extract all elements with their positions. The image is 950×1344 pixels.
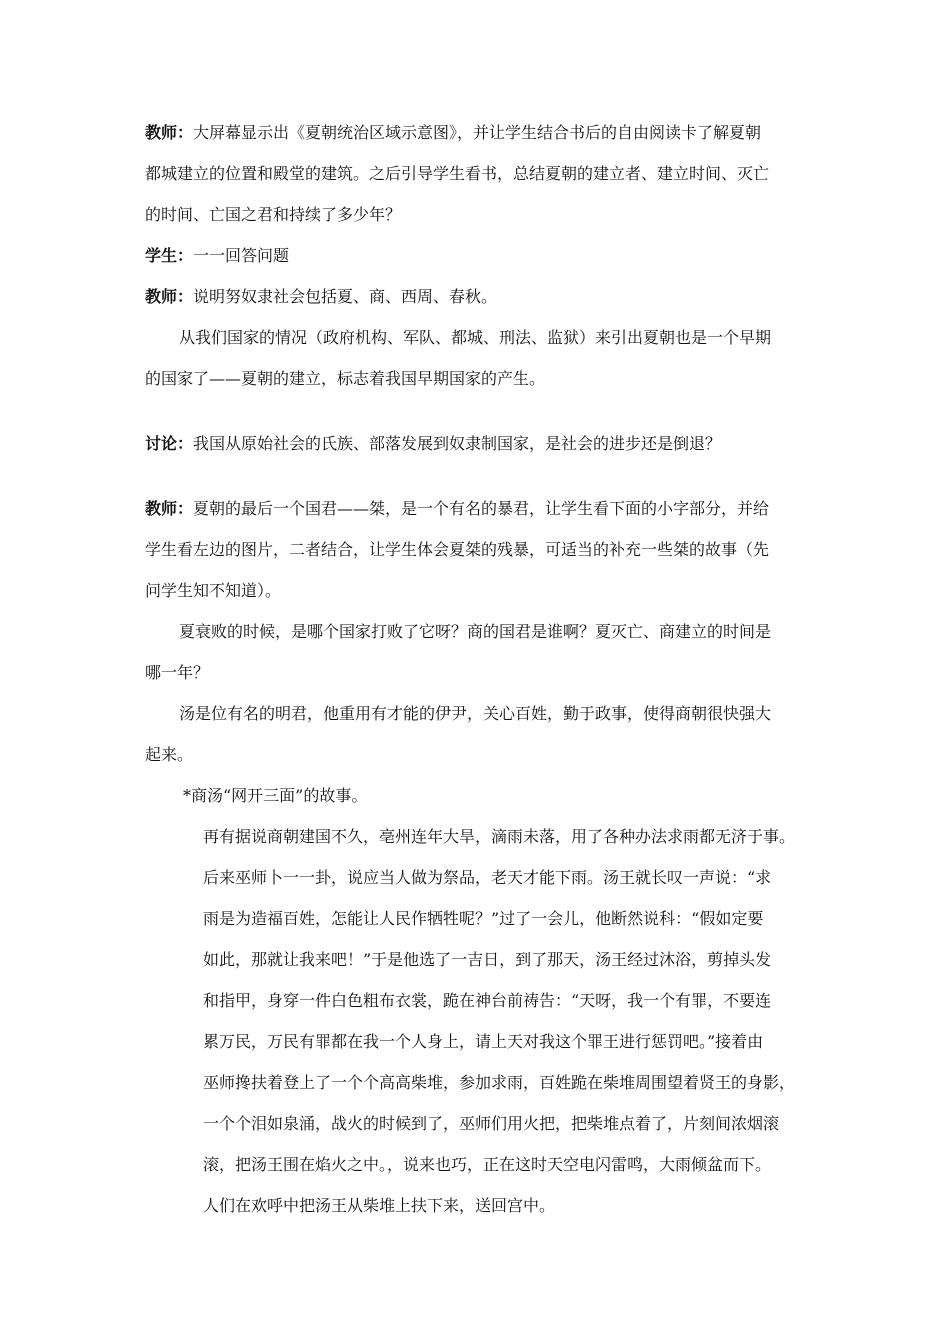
text-line: 大屏幕显示出《夏朝统治区域示意图》，并让学生结合书后的自由阅读卡了解夏朝 xyxy=(193,123,762,142)
story-line: 如此，那就让我来吧！”于是他选了一吉日，到了那天，汤王经过沐浴，剪掉头发 xyxy=(203,950,772,969)
story-line: 累万民，万民有罪都在我一个人身上，请上天对我这个罪王进行惩罚吧。”接着由 xyxy=(203,1032,764,1051)
story-heading: *商汤“网开三面”的故事。 xyxy=(183,786,368,805)
paragraph-student xyxy=(145,235,813,276)
text-line: 我国从原始社会的氏族、部落发展到奴隶制国家，是社会的进步还是倒退？ xyxy=(193,434,722,453)
story-line: 巫师搀扶着登上了一个个高高柴堆，参加求雨，百姓跪在柴堆周围望着贤王的身影， xyxy=(203,1073,796,1092)
speaker-label: 学生： xyxy=(145,246,194,265)
story-line: 雨是为造福百姓，怎能让人民作牺牲呢？”过了一会儿，他断然说科：“假如定要 xyxy=(203,909,764,928)
paragraph-teacher-2 xyxy=(145,276,813,317)
text-line: 都城建立的位置和殿堂的建筑。之后引导学生看书，总结夏朝的建立者、建立时间、灭亡 xyxy=(145,164,770,183)
speaker-label: 教师： xyxy=(145,287,194,306)
text-line: 哪一年？ xyxy=(145,663,210,682)
story-line: 一个个泪如泉涌，战火的时候到了，巫师们用火把，把柴堆点着了，片刻间浓烟滚 xyxy=(203,1114,780,1133)
text-line: 从我们国家的情况（政府机构、军队、都城、刑法、监狱）来引出夏朝也是一个早期 xyxy=(179,328,772,347)
speaker-label: 教师： xyxy=(145,499,194,518)
story-line: 后来巫师卜一一卦，说应当人做为祭品，老天才能下雨。汤王就长叹一声说：“求 xyxy=(203,868,772,887)
text-line: 汤是位有名的明君，他重用有才能的伊尹，关心百姓，勤于政事，使得商朝很快强大 xyxy=(179,704,772,723)
story-line: 和指甲，身穿一件白色粗布衣裳，跪在神台前祷告：“天呀，我一个有罪，不要连 xyxy=(203,991,772,1010)
text-line: 夏衰败的时候，是哪个国家打败了它呀？商的国君是谁啊？夏灭亡、商建立的时间是 xyxy=(179,622,772,641)
story-line: 滚，把汤王围在焰火之中。，说来也巧，正在这时天空电闪雷鸣，大雨倾盆而下。 xyxy=(203,1155,772,1174)
text-line: 说明努奴隶社会包括夏、商、西周、春秋。 xyxy=(193,287,498,306)
text-line: 问学生知不知道）。 xyxy=(145,581,282,600)
text-line: 的国家了——夏朝的建立，标志着我国早期国家的产生。 xyxy=(145,369,546,388)
speaker-label: 讨论： xyxy=(145,434,194,453)
document-page xyxy=(145,112,813,1226)
text-line: 的时间、亡国之君和持续了多少年？ xyxy=(145,205,402,224)
paragraph-teacher-1 xyxy=(145,112,813,153)
text-line: 起来。 xyxy=(145,745,194,764)
text-line: 学生看左边的图片，二者结合，让学生体会夏桀的残暴，可适当的补充一些桀的故事（先 xyxy=(145,540,770,559)
story-line: 人们在欢呼中把汤王从柴堆上扶下来，送回宫中。 xyxy=(203,1196,556,1215)
text-line: 一一回答问题 xyxy=(193,246,290,265)
paragraph-teacher-3 xyxy=(145,488,813,529)
paragraph-discussion xyxy=(145,423,813,464)
story-line: 再有据说商朝建国不久，亳州连年大旱，滴雨未落，用了各种办法求雨都无济于事。 xyxy=(203,827,796,846)
speaker-label: 教师： xyxy=(145,123,194,142)
text-line: 夏朝的最后一个国君——桀，是一个有名的暴君，让学生看下面的小字部分，并给 xyxy=(193,499,770,518)
